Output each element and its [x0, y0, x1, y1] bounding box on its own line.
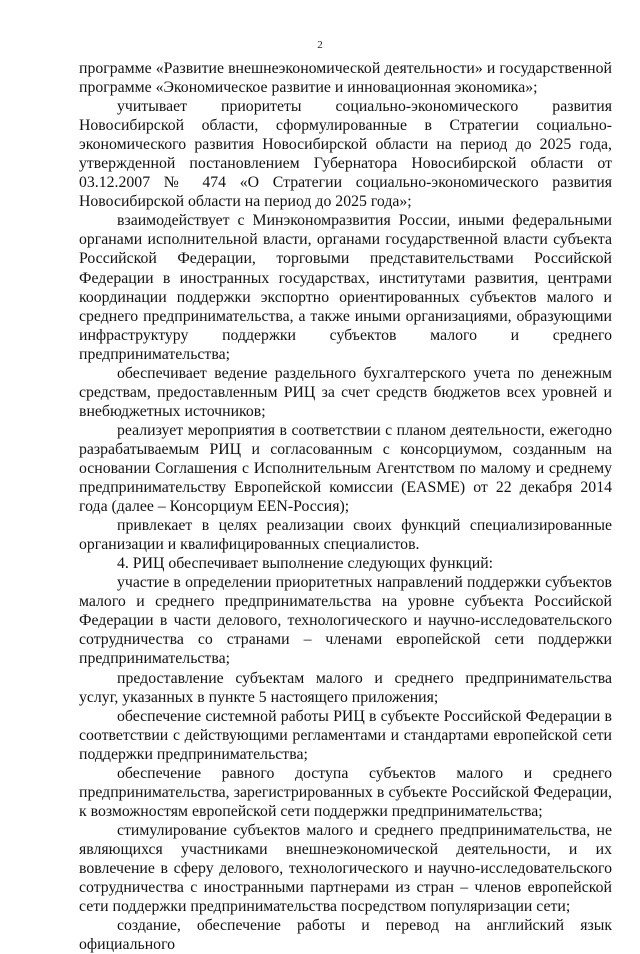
paragraph-priority-directions: участие в определении приоритетных направлений поддержки субъектов малого и среднего предпринимательства на уровне субъекта Российской Федерации в части делового, технологического и научно-исследовательского сотрудничества со странами – членами европейской сети поддержки предпринимательства; — [79, 574, 612, 668]
paragraph-specialists: привлекает в целях реализации своих функций специализированные организации и квалифицированных специалистов. — [79, 517, 612, 554]
paragraph-functions-heading: 4. РИЦ обеспечивает выполнение следующих функций: — [117, 555, 494, 573]
document-body — [79, 59, 612, 954]
paragraph-systemic-work: обеспечение системной работы РИЦ в субъекте Российской Федерации в соответствии с действующими регламентами и стандартами европейской сети поддержки предпринимательства; — [79, 707, 612, 763]
paragraph-activity-plan: реализует мероприятия в соответствии с планом деятельности, ежегодно разрабатываемым РИЦ и согласованным с консорциумом, созданным на основании Соглашения с Исполнительным Агентством по малому и среднему предпринимательству Европейской комиссии (EASME) от 22 декабря 2014 года (далее – Консорциум EEN-Россия); — [79, 421, 612, 516]
paragraph-program-continuation: программе «Развитие внешнеэкономической деятельности» и государственной программе «Экономическое развитие и инновационная экономика»; — [79, 60, 612, 97]
paragraph-website: создание, обеспечение работы и перевод на английский язык официального — [79, 917, 612, 954]
paragraph-services: предоставление субъектам малого и среднего предпринимательства услуг, указанных в пункте 5 настоящего приложения; — [79, 669, 612, 706]
paragraph-equal-access: обеспечение равного доступа субъектов малого и среднего предпринимательства, зарегистрированных в субъекте Российской Федерации, к возможностям европейской сети поддержки предпринимательства; — [79, 764, 612, 820]
paragraph-strategy-priorities: учитывает приоритеты социально-экономического развития Новосибирской области, сформулированные в Стратегии социально-экономического развития Новосибирской области на период до 2025 года, утвержденной постановлением Губернатора Новосибирской области от 03.12.2007 № 474 «О Стратегии социально-экономического развития Новосибирской области на период до 2025 года»; — [79, 98, 612, 211]
paragraph-interaction: взаимодействует с Минэкономразвития России, иными федеральными органами исполнительной власти, органами государственной власти субъекта Российской Федерации, торговыми представительствами Российской Федерации в иностранных государствах, институтами развития, центрами координации поддержки экспортно ориентированных субъектов малого и среднего предпринимательства, а также иными организациями, образующими инфраструктуру поддержки субъектов малого и среднего предпринимательства; — [79, 212, 612, 363]
paragraph-stimulation: стимулирование субъектов малого и среднего предпринимательства, не являющихся участниками внешнеэкономической деятельности, и их вовлечение в сферу делового, технологического и научно-исследовательского сотрудничества с иностранными партнерами из стран – членов европейской сети поддержки предпринимательства посредством популяризации сети; — [79, 821, 612, 916]
paragraph-accounting: обеспечивает ведение раздельного бухгалтерского учета по денежным средствам, предоставленным РИЦ за счет средств бюджетов всех уровней и внебюджетных источников; — [79, 364, 612, 420]
page-number: 2 — [317, 39, 323, 51]
